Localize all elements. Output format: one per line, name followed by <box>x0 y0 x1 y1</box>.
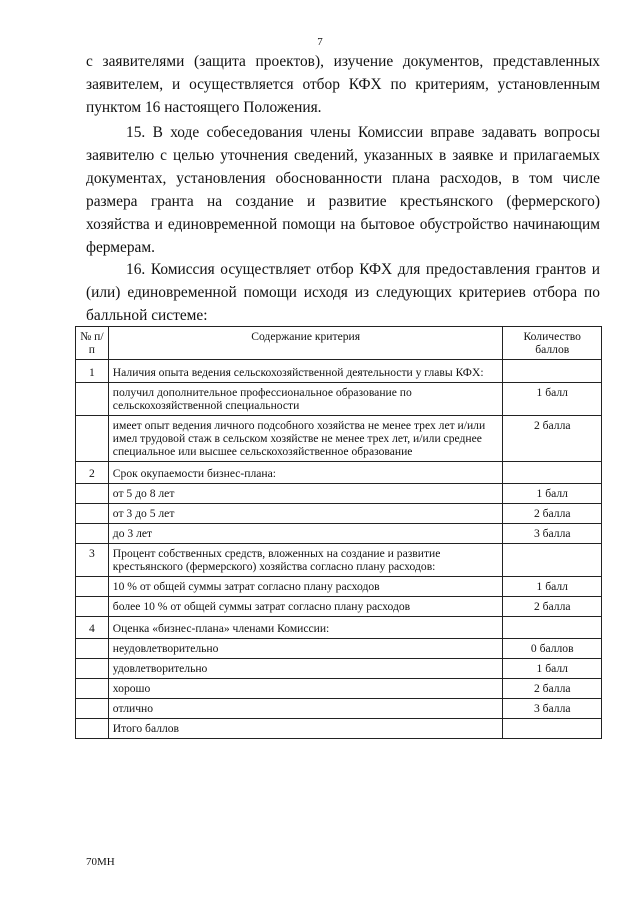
row-criterion: более 10 % от общей суммы затрат согласно плану расходов <box>108 597 503 617</box>
row-criterion: хорошо <box>108 679 503 699</box>
row-criterion: Оценка «бизнес-плана» членами Комиссии: <box>108 617 503 639</box>
table-row <box>76 597 602 617</box>
row-points <box>503 617 602 639</box>
row-criterion: получил дополнительное профессиональное образование по сельскохозяйственной специальности <box>108 383 503 416</box>
header-points: Количество баллов <box>503 327 602 360</box>
row-criterion: Наличия опыта ведения сельскохозяйственной деятельности у главы КФХ: <box>108 360 503 383</box>
row-num <box>76 504 109 524</box>
row-num: 4 <box>76 617 109 639</box>
row-points: 2 балла <box>503 597 602 617</box>
row-num <box>76 577 109 597</box>
row-criterion: от 3 до 5 лет <box>108 504 503 524</box>
row-points: 1 балл <box>503 484 602 504</box>
row-criterion: до 3 лет <box>108 524 503 544</box>
row-points <box>503 719 602 739</box>
row-points: 2 балла <box>503 679 602 699</box>
paragraph-16: 16. Комиссия осуществляет отбор КФХ для предоставления грантов и (или) единовременной помощи исходя из следующих критериев отбора по балльной системе: <box>86 261 600 324</box>
row-num <box>76 484 109 504</box>
row-points: 3 балла <box>503 524 602 544</box>
row-num <box>76 699 109 719</box>
row-points <box>503 360 602 383</box>
row-criterion: 10 % от общей суммы затрат согласно плану расходов <box>108 577 503 597</box>
paragraph-15: 15. В ходе собеседования члены Комиссии вправе задавать вопросы заявителю с целью уточнения сведений, указанных в заявке и прилагаемых документах, установления обоснованности плана расходов, в том числе размера гранта на создание и развитие крестьянского (фермерского) хозяйства и единовременной помощи на бытовое обустройство начинающим фермерам. <box>86 124 600 256</box>
table-row <box>76 544 602 577</box>
row-num <box>76 679 109 699</box>
row-criterion: имеет опыт ведения личного подсобного хозяйства не менее трех лет и/или имел трудовой стаж в сельском хозяйстве не менее трех лет, и/или среднее специальное или высшее сельскохозяйственное образование <box>108 416 503 462</box>
row-criterion: Процент собственных средств, вложенных на создание и развитие крестьянского (фермерского) хозяйства согласно плану расходов: <box>108 544 503 577</box>
row-num <box>76 524 109 544</box>
document-code: 70МН <box>86 856 115 868</box>
row-num <box>76 719 109 739</box>
row-points <box>503 544 602 577</box>
table-row <box>76 659 602 679</box>
row-num <box>76 416 109 462</box>
table-row <box>76 360 602 383</box>
row-points: 2 балла <box>503 504 602 524</box>
header-content: Содержание критерия <box>108 327 503 360</box>
table-row <box>76 416 602 462</box>
table-row <box>76 699 602 719</box>
row-points: 1 балл <box>503 383 602 416</box>
table-row <box>76 462 602 484</box>
row-points: 2 балла <box>503 416 602 462</box>
row-criterion: Срок окупаемости бизнес-плана: <box>108 462 503 484</box>
table-body <box>76 360 602 739</box>
table-row <box>76 577 602 597</box>
row-points <box>503 462 602 484</box>
row-criterion: Итого баллов <box>108 719 503 739</box>
row-points: 1 балл <box>503 659 602 679</box>
header-num: № п/п <box>76 327 109 360</box>
row-criterion: отлично <box>108 699 503 719</box>
table-row <box>76 383 602 416</box>
row-num <box>76 659 109 679</box>
criteria-table <box>75 326 602 739</box>
row-num: 2 <box>76 462 109 484</box>
table-row <box>76 524 602 544</box>
row-points: 0 баллов <box>503 639 602 659</box>
table-header-row <box>76 327 602 360</box>
row-num <box>76 597 109 617</box>
table-row <box>76 639 602 659</box>
row-num <box>76 383 109 416</box>
page-number: 7 <box>317 36 323 48</box>
table-row <box>76 719 602 739</box>
row-points: 1 балл <box>503 577 602 597</box>
table-row <box>76 484 602 504</box>
table-row <box>76 504 602 524</box>
table-row <box>76 617 602 639</box>
row-num: 3 <box>76 544 109 577</box>
paragraph-intro: с заявителями (защита проектов), изучение документов, представленных заявителем, и осуществляется отбор КФХ по критериям, установленным пунктом 16 настоящего Положения. <box>86 53 600 116</box>
row-points: 3 балла <box>503 699 602 719</box>
row-num: 1 <box>76 360 109 383</box>
row-criterion: неудовлетворительно <box>108 639 503 659</box>
row-criterion: удовлетворительно <box>108 659 503 679</box>
table-row <box>76 679 602 699</box>
row-criterion: от 5 до 8 лет <box>108 484 503 504</box>
row-num <box>76 639 109 659</box>
